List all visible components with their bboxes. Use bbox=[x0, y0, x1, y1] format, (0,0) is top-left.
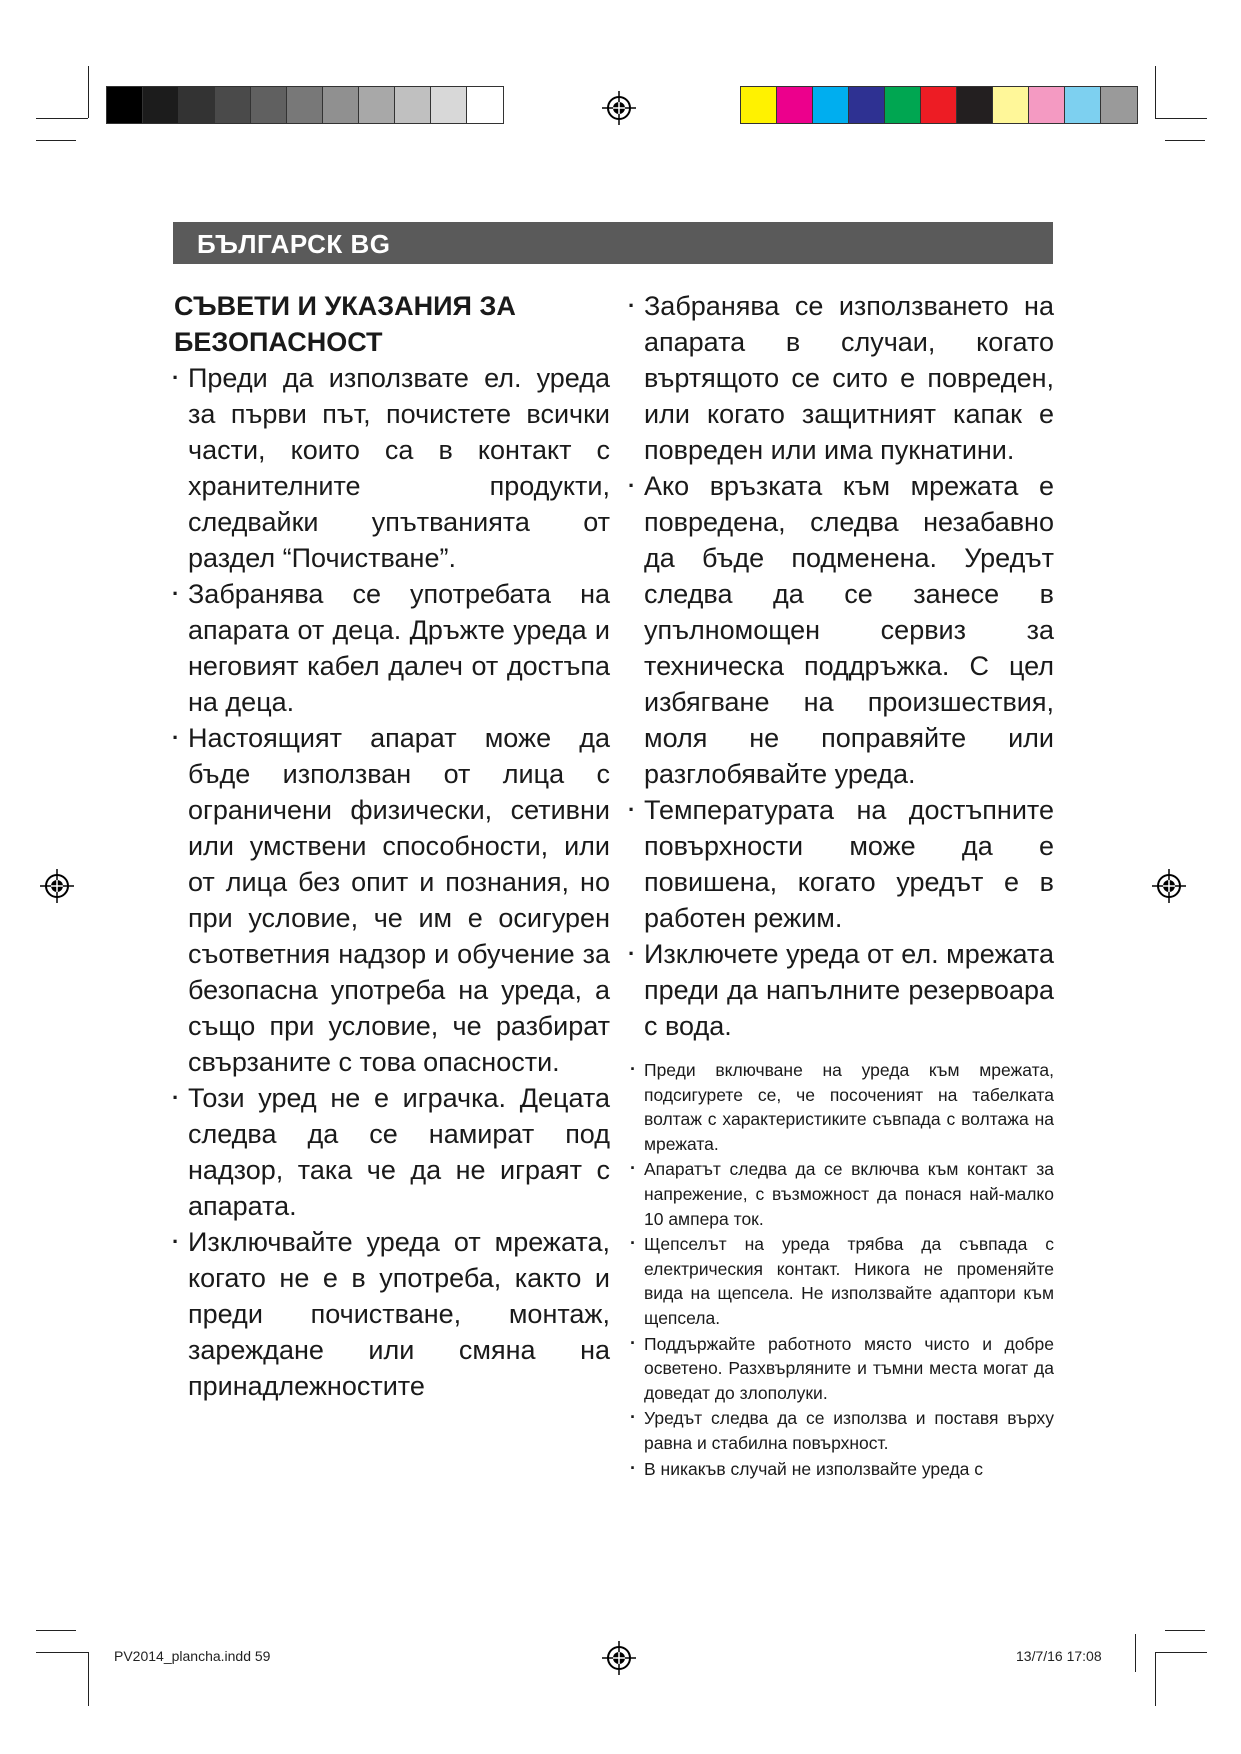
color-bar bbox=[740, 86, 1138, 124]
color-swatch bbox=[1029, 87, 1065, 123]
safety-small-item: · Поддържайте работното място чисто и добре осветено. Разхвърляните и тъмни места могат да доведат до злополуки. bbox=[630, 1332, 1054, 1406]
grayscale-swatch bbox=[179, 87, 215, 123]
safety-small-item: · Апаратът следва да се включва към контакт за напрежение, с възможност да понася най-малко 10 ампера ток. bbox=[630, 1157, 1054, 1231]
language-header-band bbox=[173, 222, 1053, 264]
left-safety-list bbox=[174, 360, 610, 1404]
right-safety-list bbox=[630, 288, 1054, 1044]
grayscale-swatch bbox=[107, 87, 143, 123]
grayscale-bar bbox=[106, 86, 504, 124]
grayscale-swatch bbox=[467, 87, 503, 123]
grayscale-swatch bbox=[359, 87, 395, 123]
footer-file-info: PV2014_plancha.indd 59 bbox=[114, 1648, 271, 1664]
grayscale-swatch bbox=[431, 87, 467, 123]
footer-date-time: 13/7/16 17:08 bbox=[1016, 1648, 1102, 1664]
grayscale-swatch bbox=[251, 87, 287, 123]
right-column bbox=[630, 288, 1054, 1482]
color-swatch bbox=[741, 87, 777, 123]
safety-item: · Изключете уреда от ел. мрежата преди да напълните резервоара с вода. bbox=[630, 936, 1054, 1044]
color-swatch bbox=[993, 87, 1029, 123]
color-swatch bbox=[921, 87, 957, 123]
grayscale-swatch bbox=[215, 87, 251, 123]
grayscale-swatch bbox=[395, 87, 431, 123]
color-swatch bbox=[1065, 87, 1101, 123]
language-header-title: БЪЛГАРСК BG bbox=[197, 229, 391, 259]
safety-item: · Ако връзката към мрежата е повредена, следва незабавно да бъде подменена. Уредът следва да се занесе в упълномощен сервиз за техническа поддръжка. С цел избягване на произшествия, моля не поправяйте или разглобявайте уреда. bbox=[630, 468, 1054, 792]
safety-item: · Този уред не е играчка. Децата следва да се намират под надзор, така че да не играят с апарата. bbox=[174, 1080, 610, 1224]
grayscale-swatch bbox=[323, 87, 359, 123]
safety-small-item: · Щепселът на уреда трябва да съвпада с електрическия контакт. Никога не променяйте вида на щепсела. Не използвайте адаптори към щепсела. bbox=[630, 1232, 1054, 1330]
crosshair-target-icon bbox=[602, 1641, 636, 1675]
color-swatch bbox=[1101, 87, 1137, 123]
safety-item: · Забранява се употребата на апарата от деца. Дръжте уреда и неговият кабел далеч от достъпа на деца. bbox=[174, 576, 610, 720]
right-small-safety-list bbox=[630, 1058, 1054, 1481]
left-column bbox=[174, 288, 610, 1404]
crosshair-target-icon bbox=[1152, 869, 1186, 903]
safety-small-item: · Преди включване на уреда към мрежата, подсигурете се, че посоченият на табелката волтаж с характеристиките съвпада с волтажа на мрежата. bbox=[630, 1058, 1054, 1156]
color-swatch bbox=[849, 87, 885, 123]
grayscale-swatch bbox=[143, 87, 179, 123]
safety-small-item: · Уредът следва да се използва и поставя върху равна и стабилна повърхност. bbox=[630, 1406, 1054, 1455]
safety-item: · Изключвайте уреда от мрежата, когато не е в употреба, както и преди почистване, монтаж, зареждане или смяна на принадлежностите bbox=[174, 1224, 610, 1404]
safety-small-item: · В никакъв случай не използвайте уреда с bbox=[630, 1457, 1054, 1482]
safety-item: · Забранява се използването на апарата в случаи, когато въртящото се сито е повреден, или когато защитният капак е повреден или има пукнатини. bbox=[630, 288, 1054, 468]
color-swatch bbox=[777, 87, 813, 123]
color-swatch bbox=[957, 87, 993, 123]
safety-item: · Температурата на достъпните повърхности може да е повишена, когато уредът е в работен режим. bbox=[630, 792, 1054, 936]
safety-item: · Преди да използвате ел. уреда за първи път, почистете всички части, които са в контакт с хранителните продукти, следвайки упътванията от раздел “Почистване”. bbox=[174, 360, 610, 576]
crosshair-target-icon bbox=[40, 869, 74, 903]
crosshair-target-icon bbox=[602, 91, 636, 125]
color-swatch bbox=[813, 87, 849, 123]
grayscale-swatch bbox=[287, 87, 323, 123]
safety-item: · Настоящият апарат може да бъде използван от лица с ограничени физически, сетивни или умствени способности, или от лица без опит и познания, но при условие, че им е осигурен съответния надзор и обучение за безопасна употреба на уреда, а също при условие, че разбират свързаните с това опасности. bbox=[174, 720, 610, 1080]
color-swatch bbox=[885, 87, 921, 123]
section-title: СЪВЕТИ И УКАЗАНИЯ ЗА БЕЗОПАСНОСТ bbox=[174, 291, 516, 357]
